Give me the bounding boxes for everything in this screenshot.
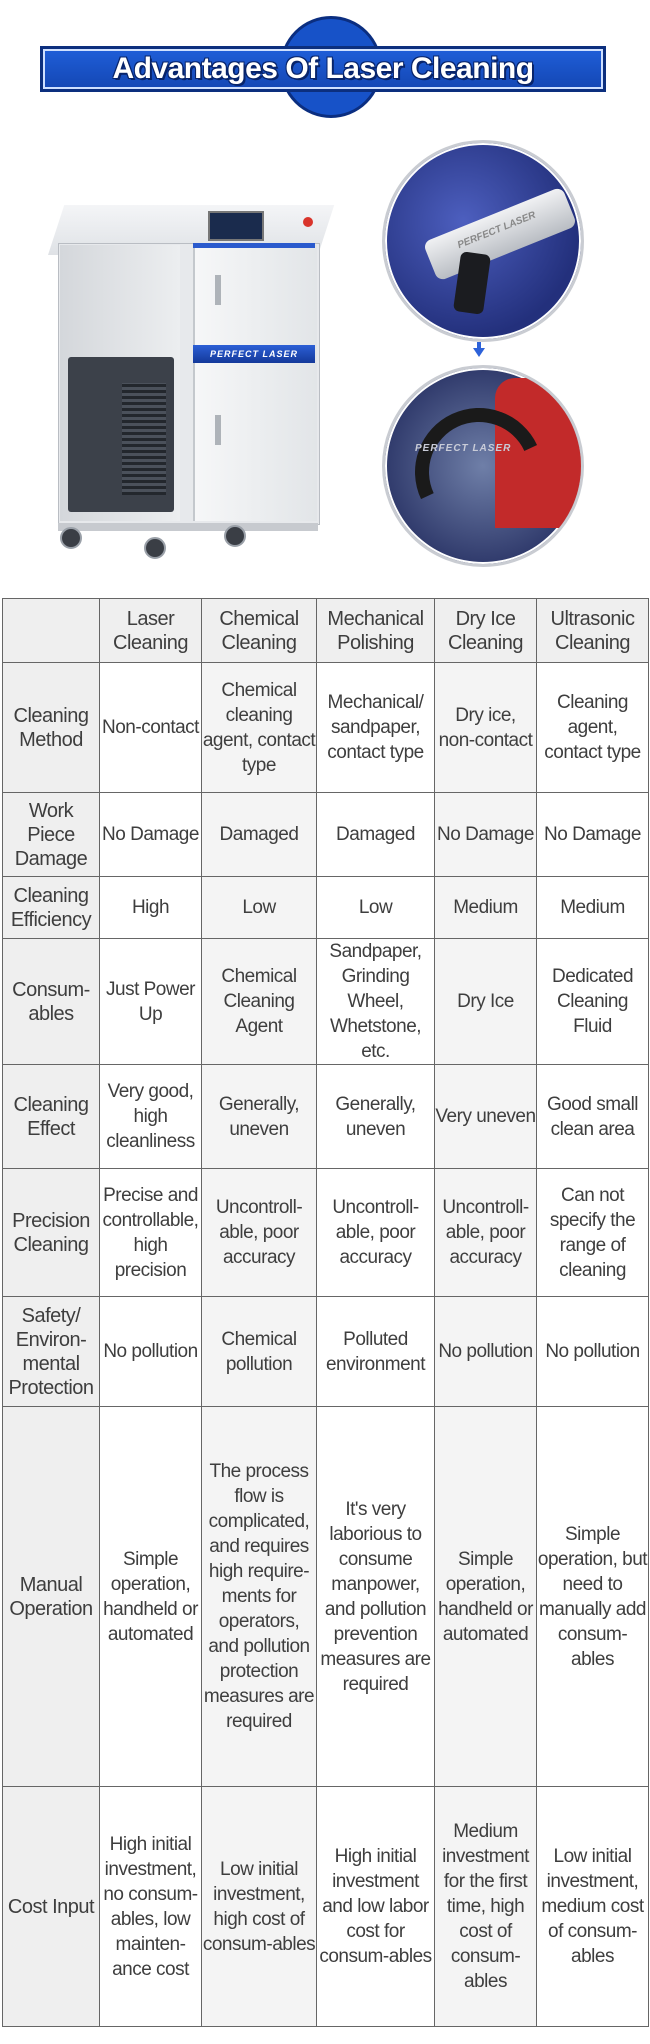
table-cell: Simple operation, handheld or automated <box>435 1407 537 1787</box>
machine-door-handle <box>215 275 221 305</box>
machine-screen <box>208 211 264 241</box>
row-header-cell: Safety/ Environ-mental Protection <box>3 1297 100 1407</box>
header-cell: Chemical Cleaning <box>202 599 317 663</box>
table-cell: Dedicated Cleaning Fluid <box>537 939 649 1065</box>
machine-base <box>58 523 318 531</box>
table-cell: Precise and controllable, high precision <box>100 1169 202 1297</box>
table-cell: Simple operation, but need to manually add consum-ables <box>537 1407 649 1787</box>
table-cell: Medium <box>435 877 537 939</box>
header-corner-cell <box>3 599 100 663</box>
gun-brand-label: PERFECT LASER <box>455 209 538 252</box>
table-cell: Medium investment for the first time, high cost of consum-ables <box>435 1787 537 2027</box>
table-cell: Uncontroll-able, poor accuracy <box>202 1169 317 1297</box>
table-row <box>3 1787 649 2027</box>
table-row <box>3 877 649 939</box>
table-cell: Uncontroll-able, poor accuracy <box>317 1169 435 1297</box>
table-cell: High initial investment and low labor cost for consum-ables <box>317 1787 435 2027</box>
table-row <box>3 1297 649 1407</box>
row-header-cell: Cleaning Effect <box>3 1065 100 1169</box>
table-cell: Medium <box>537 877 649 939</box>
table-cell: Non-contact <box>100 663 202 793</box>
table-cell: The process flow is complicated, and requires high require-ments for operators, and pollution protection measures are required <box>202 1407 317 1787</box>
machine-vent-grille <box>122 383 166 495</box>
table-cell: Generally, uneven <box>317 1065 435 1169</box>
table-cell: No pollution <box>435 1297 537 1407</box>
table-cell: High initial investment, no consum-ables, low mainten-ance cost <box>100 1787 202 2027</box>
table-cell: Low <box>317 877 435 939</box>
table-cell: Low <box>202 877 317 939</box>
arrow-down-icon <box>473 348 485 357</box>
table-cell: Simple operation, handheld or automated <box>100 1407 202 1787</box>
row-header-cell: Precision Cleaning <box>3 1169 100 1297</box>
wheel-icon <box>224 525 246 547</box>
row-header-cell: Cleaning Efficiency <box>3 877 100 939</box>
emergency-stop-icon <box>303 217 313 227</box>
header-cell: Ultrasonic Cleaning <box>537 599 649 663</box>
table-cell: Just Power Up <box>100 939 202 1065</box>
table-cell: Sandpaper, Grinding Wheel, Whetstone, etc. <box>317 939 435 1065</box>
table-cell: Damaged <box>317 793 435 877</box>
row-header-cell: Cleaning Method <box>3 663 100 793</box>
row-header-cell: Consum-ables <box>3 939 100 1065</box>
table-cell: Uncontroll-able, poor accuracy <box>435 1169 537 1297</box>
table-row <box>3 793 649 877</box>
table-row <box>3 1065 649 1169</box>
comparison-table <box>2 598 649 2027</box>
table-cell: Dry Ice <box>435 939 537 1065</box>
operator-cleaning-image <box>382 365 584 567</box>
table-cell: No Damage <box>100 793 202 877</box>
header-cell: Mechanical Polishing <box>317 599 435 663</box>
handheld-gun-closeup-image <box>382 140 584 342</box>
table-cell: Low initial investment, medium cost of consum-ables <box>537 1787 649 2027</box>
machine-door-handle <box>215 415 221 445</box>
table-cell: Can not specify the range of cleaning <box>537 1169 649 1297</box>
banner-title: Advantages Of Laser Cleaning <box>112 52 534 85</box>
header-cell: Dry Ice Cleaning <box>435 599 537 663</box>
row-header-cell: Manual Operation <box>3 1407 100 1787</box>
table-cell: Chemical cleaning agent, contact type <box>202 663 317 793</box>
machine-blue-stripe <box>193 243 315 248</box>
laser-cleaning-machine-image <box>48 205 323 550</box>
table-cell: No pollution <box>537 1297 649 1407</box>
table-cell: High <box>100 877 202 939</box>
wheel-icon <box>144 537 166 559</box>
table-row <box>3 1407 649 1787</box>
table-row <box>3 663 649 793</box>
table-row <box>3 1169 649 1297</box>
table-cell: No pollution <box>100 1297 202 1407</box>
table-cell: Good small clean area <box>537 1065 649 1169</box>
table-cell: Very uneven <box>435 1065 537 1169</box>
table-cell: Damaged <box>202 793 317 877</box>
table-cell: Dry ice, non-contact <box>435 663 537 793</box>
table-cell: No Damage <box>435 793 537 877</box>
table-row <box>3 939 649 1065</box>
machine-brand-band: PERFECT LASER <box>193 345 315 363</box>
table-cell: Chemical pollution <box>202 1297 317 1407</box>
table-cell: Cleaning agent, contact type <box>537 663 649 793</box>
row-header-cell: Work Piece Damage <box>3 793 100 877</box>
machine-door <box>193 245 317 521</box>
table-cell: Mechanical/ sandpaper, contact type <box>317 663 435 793</box>
operator-watermark: PERFECT LASER <box>415 443 512 454</box>
table-cell: It's very laborious to consume manpower, and pollution prevention measures are required <box>317 1407 435 1787</box>
table-cell: Polluted environment <box>317 1297 435 1407</box>
header-cell: Laser Cleaning <box>100 599 202 663</box>
table-cell: Very good, high cleanliness <box>100 1065 202 1169</box>
table-cell: Low initial investment, high cost of consum-ables <box>202 1787 317 2027</box>
row-header-cell: Cost Input <box>3 1787 100 2027</box>
table-header-row <box>3 599 649 663</box>
table-cell: Chemical Cleaning Agent <box>202 939 317 1065</box>
wheel-icon <box>60 527 82 549</box>
table-cell: Generally, uneven <box>202 1065 317 1169</box>
table-cell: No Damage <box>537 793 649 877</box>
